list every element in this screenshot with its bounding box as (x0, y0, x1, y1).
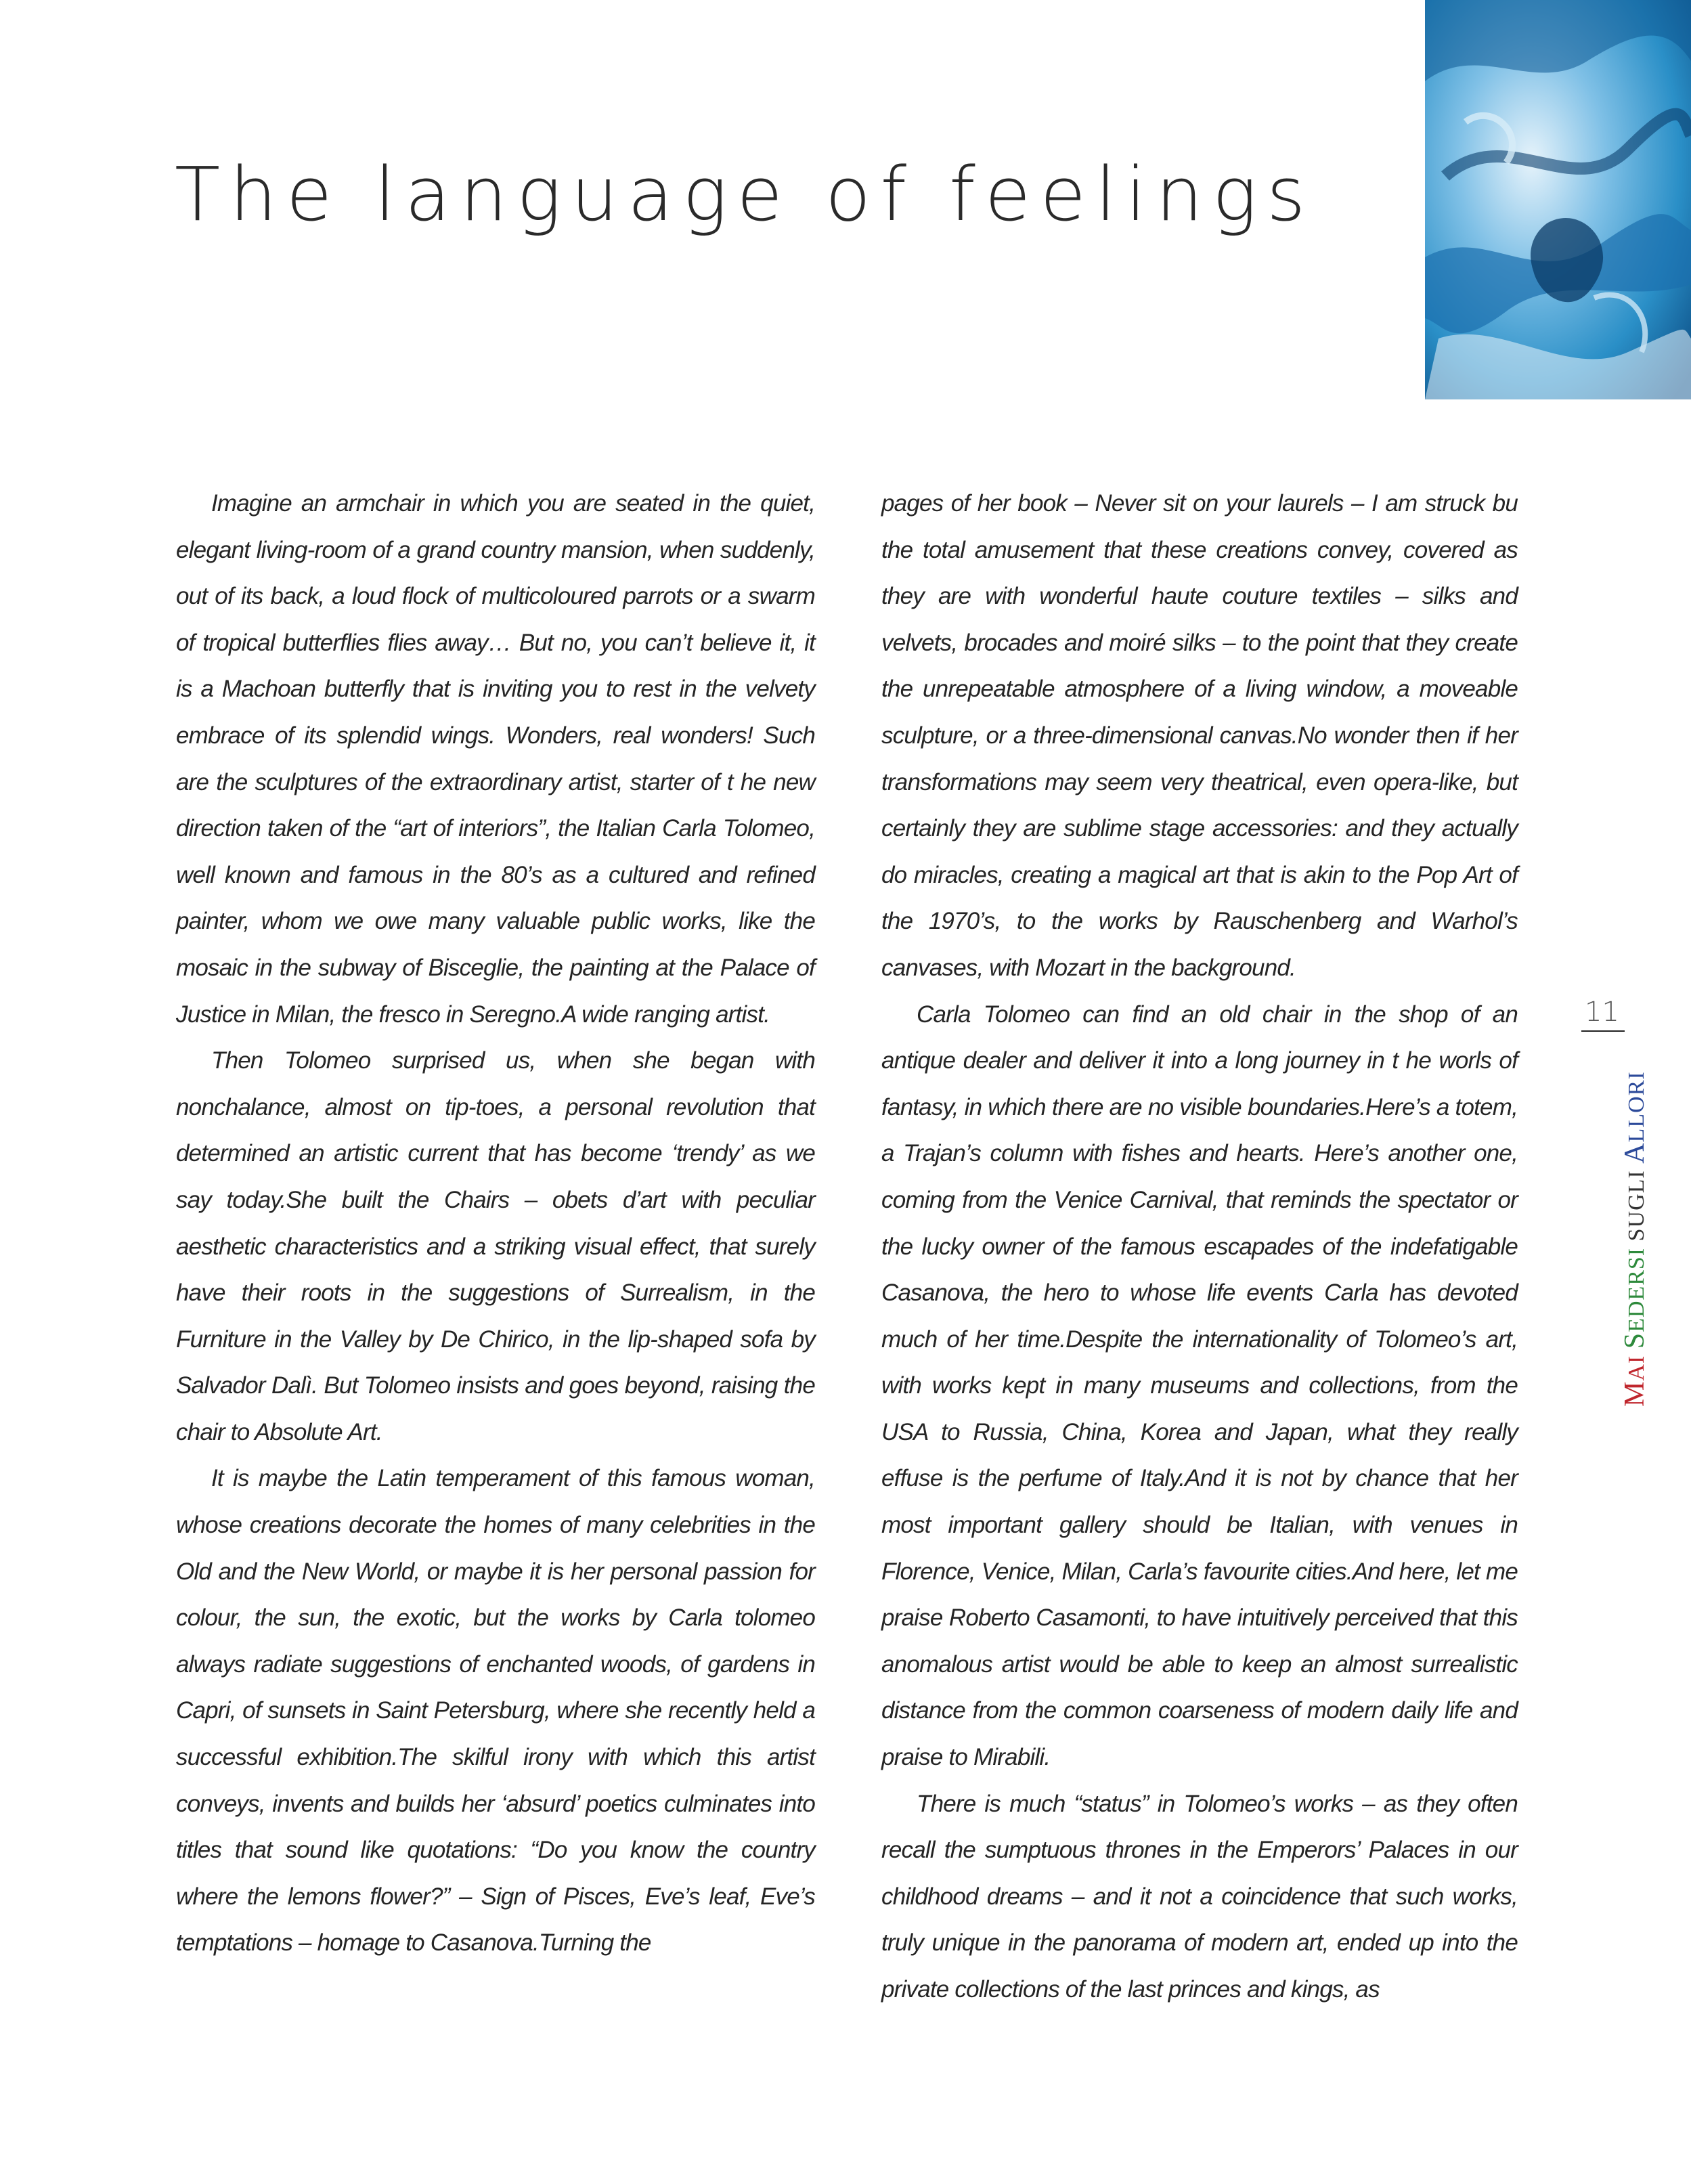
paragraph: Imagine an armchair in which you are seated in the quiet, elegant living-room of a grand country mansion, when suddenly, out of its back, a loud flock of multicoloured parrots or a swarm of tropical butterflies flies away… But no, you can’t believe it, it is a Machoan butterfly that is inviting you to rest in the velvety embrace of its splendid wings. Wonders, real wonders! Such are the sculptures of the extraordinary artist, starter of t he new direction taken of the “art of interiors”, the Italian Carla Tolomeo, well known and famous in the 80’s as a cultured and refined painter, whom we owe many valuable public works, like the mosaic in the subway of Bisceglie, the painting at the Palace of Justice in Milan, the fresco in Seregno.A wide ranging artist. (176, 490, 815, 1028)
running-head-initial: M (1619, 1380, 1650, 1407)
page-number-rule (1581, 1030, 1625, 1032)
running-head-word: AI (1624, 1355, 1649, 1381)
running-head-word: LLORI (1624, 1071, 1649, 1143)
page-title: The language of feelings (175, 151, 1315, 238)
page-number: 11 (1585, 997, 1619, 1028)
paragraph: Carla Tolomeo can find an old chair in the shop of an antique dealer and deliver it into a long journey in t he worls of fantasy, in which there are no visible boundaries.Here’s a totem, a Trajan’s column with fishes and hearts. Here’s another one, coming from the Venice Carnival, that reminds the spectator or the lucky owner of the famous escapades of the indefatigable Casanova, the hero to whose life events Carla has devoted much of her time.Despite the internationality of Tolomeo’s art, with works kept in many museums and collections, from the USA to Russia, China, Korea and Japan, what they really effuse is the perfume of Italy.And it is not by chance that her most important gallery should be Italian, with venues in Florence, Venice, Milan, Carla’s favourite cities.And here, let me praise Roberto Casamonti, to have intuitively perceived that this anomalous artist would be able to keep an almost surrealistic distance from the common coarseness of modern daily life and praise to Mirabili. (881, 1001, 1518, 1771)
left-column (176, 481, 815, 1967)
running-head-word: SUGLI (1624, 1170, 1649, 1242)
blue-fabric-sculpture-image (1425, 0, 1691, 399)
right-column (881, 481, 1518, 2013)
running-head-initial: S (1619, 1332, 1650, 1349)
paragraph: Then Tolomeo surprised us, when she began with nonchalance, almost on tip-toes, a personal revolution that determined an artistic current that has become ‘trendy’ as we say today.She built the Chairs – obets d’art with peculiar aesthetic characteristics and a striking visual effect, that surely have their roots in the suggestions of Surrealism, in the Furniture in the Valley by De Chirico, in the lip-shaped sofa by Salvador Dalì. But Tolomeo insists and goes beyond, raising the chair to Absolute Art. (176, 1047, 815, 1445)
paragraph-continued: pages of her book – Never sit on your laurels – I am struck bu the total amusement that these creations convey, covered as they are with wonderful haute couture textiles – silks and velvets, brocades and moiré silks – to the point that they create the unrepeatable atmosphere of a living window, a moveable sculpture, or a three-dimensional canvas.No wonder then if her transformations may seem very theatrical, even opera-like, but certainly they are sublime stage accessories: and they actually do miracles, creating a magical art that is akin to the Pop Art of the 1970’s, to the works by Rauschenberg and Warhol’s canvases, with Mozart in the background. (881, 490, 1518, 981)
running-head-word: EDERSI (1624, 1247, 1649, 1332)
paragraph: There is much “status” in Tolomeo’s works – as they often recall the sumptuous thrones in the Emperors’ Palaces in our childhood dreams – and it not a coincidence that such works, truly unique in the panorama of modern art, ended up into the private collections of the last princes and kings, as (881, 1790, 1518, 2003)
running-head-initial: A (1619, 1142, 1650, 1164)
running-head (1621, 1041, 1648, 1407)
paragraph: It is maybe the Latin temperament of this famous woman, whose creations decorate the homes of many celebrities in the Old and the New World, or maybe it is her personal passion for colour, the sun, the exotic, but the works by Carla tolomeo always radiate suggestions of enchanted woods, of gardens in Capri, of sunsets in Saint Petersburg, where she recently held a successful exhibition.The skilful irony with which this artist conveys, invents and builds her ‘absurd’ poetics culminates into titles that sound like quotations: “Do you know the country where the lemons flower?” – Sign of Pisces, Eve’s leaf, Eve’s temptations – homage to Casanova.Turning the (176, 1465, 815, 1957)
